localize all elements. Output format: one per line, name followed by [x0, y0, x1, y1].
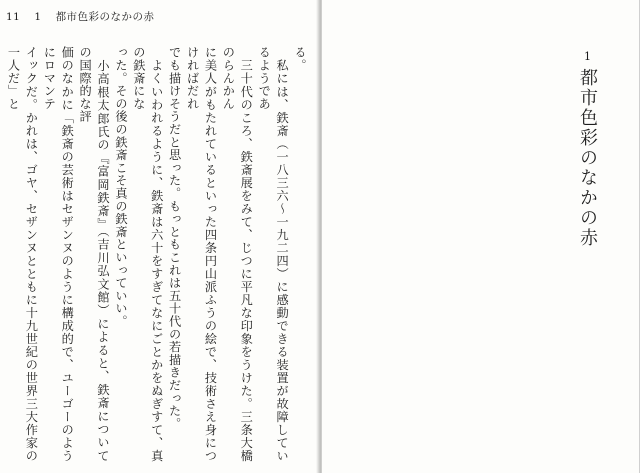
paragraph-line: に美人がもたれているといった四条円山派ふうの絵で、技術さえ身につければだれ	[185, 46, 218, 462]
paragraph-line: 三十代のころ、鉄斎展をみて、じつに平凡な印象をうけた。三条大橋のらんかん	[221, 46, 254, 462]
paragraph-line: でも描けそうだと思った。もっともこれは五十代の若描きだった。	[167, 46, 182, 430]
chapter-number: 1	[584, 50, 591, 63]
paragraph-line: 価のなかに「鉄斎の芸術はセザンヌのように構成的で、ユーゴーのようにロマンテ	[42, 46, 75, 462]
running-head	[6, 9, 169, 24]
page-number: 11	[6, 11, 21, 23]
paragraph-line: った。その後の鉄斎こそ真の鉄斎といっていい。	[113, 46, 128, 328]
paragraph-line: る。	[293, 46, 307, 72]
running-head-chapter-title: 都市色彩のなかの赤	[55, 11, 155, 23]
paragraph-line: 私には、鉄斎（一八三六〜一九二四）に感動できる装置が故障しているようであ	[257, 46, 290, 462]
paragraph-line: よくいわれるように、鉄斎は六十をすぎてなにごとかをぬぎすて、真の鉄斎にな	[131, 46, 164, 462]
running-head-chapter-number: 1	[34, 11, 42, 23]
left-page	[0, 0, 318, 473]
right-page	[322, 0, 640, 473]
paragraph-line: イックだ。かれは、ゴヤ、セザンヌとともに十九世紀の世界三大作家の一人だ」と	[6, 46, 39, 462]
chapter-title: 都市色彩のなかの赤	[577, 68, 598, 248]
body-text	[6, 46, 308, 462]
paragraph-line: 小高根太郎氏の『富岡鉄斎』（吉川弘文館）によると、鉄斎についての国際的な評	[78, 46, 111, 462]
